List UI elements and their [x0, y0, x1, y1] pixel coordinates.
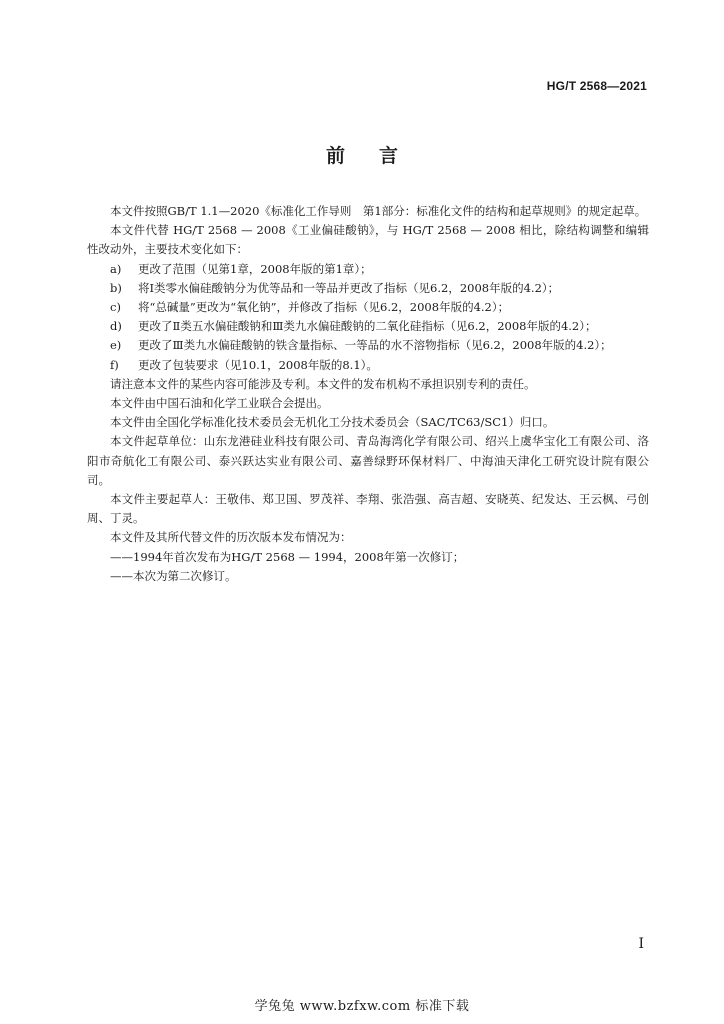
list-item-text: 更改了范围（见第1章，2008年版的第1章）；: [138, 261, 372, 276]
paragraph-drafting-rules: 本文件按照GB/T 1.1—2020《标准化工作导则 第1部分：标准化文件的结构和起草规则》的规定起草。: [110, 204, 647, 218]
history-item: ——1994年首次发布为HG/T 2568 — 1994，2008年第一次修订；: [110, 549, 465, 564]
list-item-label: b): [110, 280, 122, 295]
page-number: I: [638, 936, 644, 952]
list-item: [87, 336, 649, 355]
list-item-label: a): [110, 261, 122, 276]
history-item: ——本次为第二次修订。: [110, 568, 237, 583]
list-item-text: 将“总碱量”更改为“氧化钠”，并修改了指标（见6.2，2008年版的4.2）；: [138, 300, 510, 315]
list-item-label: f): [110, 357, 119, 372]
paragraph-committee: 本文件由全国化学标准化技术委员会无机化工分技术委员会（SAC/TC63/SC1）归口。: [110, 415, 555, 430]
list-item: [87, 260, 649, 279]
list-item: [87, 298, 649, 317]
list-item-text: 将Ⅰ类零水偏硅酸钠分为优等品和一等品并更改了指标（见6.2，2008年版的4.2）；: [138, 280, 560, 295]
list-item-text: 更改了Ⅲ类九水偏硅酸钠的铁含量指标、一等品的水不溶物指标（见6.2，2008年版的4.2）；: [138, 338, 612, 353]
list-item-text: 更改了包装要求（见10.1，2008年版的8.1）。: [138, 357, 378, 372]
foreword-content: [87, 202, 649, 586]
paragraph-replacement: 本文件代替 HG/T 2568 — 2008《工业偏硅酸钠》，与 HG/T 2568 — 2008 相比，除结构调整和编辑性改动外，主要技术变化如下：: [87, 223, 649, 257]
paragraph-history-intro: 本文件及其所代替文件的历次版本发布情况为：: [110, 530, 352, 545]
list-item: [87, 279, 649, 298]
paragraph-proposer: 本文件由中国石油和化学工业联合会提出。: [110, 396, 329, 411]
list-item-label: d): [110, 319, 122, 334]
paragraph-patent-notice: 请注意本文件的某些内容可能涉及专利。本文件的发布机构不承担识别专利的责任。: [110, 376, 536, 391]
list-item-text: 更改了Ⅱ类五水偏硅酸钠和Ⅲ类九水偏硅酸钠的二氧化硅指标（见6.2，2008年版的4.2）；: [138, 319, 597, 334]
list-item: [87, 317, 649, 336]
paragraph-drafters: 本文件主要起草人：王敬伟、郑卫国、罗茂祥、李翔、张浩强、高吉超、安晓英、纪发达、王云枫、弓创周、丁灵。: [87, 492, 649, 526]
list-item: [87, 356, 649, 375]
paragraph-drafting-units: 本文件起草单位：山东龙港硅业科技有限公司、青岛海湾化学有限公司、绍兴上虞华宝化工有限公司、洛阳市奇航化工有限公司、泰兴跃达实业有限公司、嘉善绿野环保材料厂、中海油天津化工研究设计院有限公司。: [87, 434, 649, 487]
page-title: 前言: [325, 145, 432, 167]
list-item-label: e): [110, 338, 122, 353]
footer-watermark: 学兔兔 www.bzfxw.com 标准下载: [254, 999, 470, 1014]
list-item-label: c): [110, 300, 121, 315]
doc-code: HG/T 2568—2021: [546, 79, 647, 93]
